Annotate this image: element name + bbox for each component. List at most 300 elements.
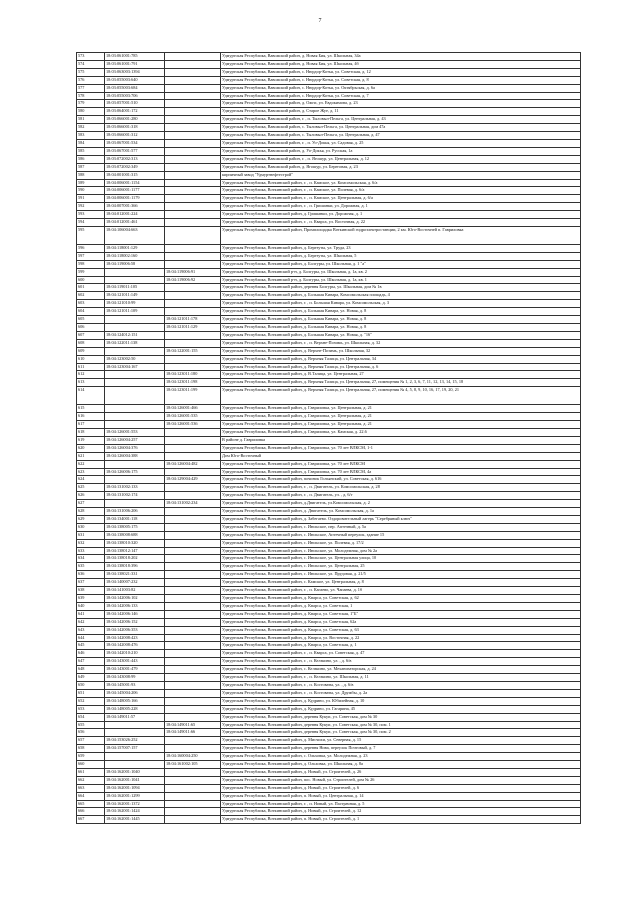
cadastral-number-cell: [105, 371, 165, 379]
address-cell: Удмуртская Республика, Воткинский район, д. Новый, ул. Строителей, д. 12: [221, 808, 581, 816]
sub-cadastral-number-cell: [165, 808, 221, 816]
address-cell: Удмуртская Республика, Воткинский р-н, д. Болгуры, ул. Школьная, д. 1а, кв. 1: [221, 276, 581, 284]
table-row: [77, 784, 581, 792]
address-cell: Удмуртская Республика, Воткинский район, д. Большая Кивара, ул. Новая, д. 8: [221, 308, 581, 316]
sub-cadastral-number-cell: [165, 571, 221, 579]
sub-cadastral-number-cell: [165, 595, 221, 603]
table-row: [77, 595, 581, 603]
address-cell: Удмуртская Республика, Вавожский район, г. , п. Тыловыл-Пельга, ул. Центральная, д. 43: [221, 116, 581, 124]
cadastral-number-cell: [105, 761, 165, 769]
sub-cadastral-number-cell: 18:04:119006:92: [165, 276, 221, 284]
address-cell: Удмуртская Республика, Воткинский район, г. , п. Новый, ул. Пастрачная, д. 5: [221, 800, 581, 808]
cadastral-number-cell: 18:03:066001:312: [105, 132, 165, 140]
cadastral-number-cell: [105, 387, 165, 405]
address-cell: Удмуртская Республика, Воткинский район, д. Гавриловка, ул. 70 лет ВЛКСМ: [221, 460, 581, 468]
table-row: [77, 60, 581, 68]
sub-cadastral-number-cell: [165, 53, 221, 61]
address-cell: Удмуртская Республика, Воткинский район, с. Июльское, Аптечный переулок, здание 15: [221, 531, 581, 539]
sub-cadastral-number-cell: [165, 618, 221, 626]
cadastral-number-cell: 18:04:106004:663: [105, 226, 165, 244]
table-row: [77, 689, 581, 697]
table-row: [77, 571, 581, 579]
sub-cadastral-number-cell: [165, 436, 221, 444]
cadastral-number-cell: 18:04:142006:353: [105, 626, 165, 634]
address-cell: Удмуртская Республика, Вавожский район, с. Тыловыл-Пельга, ул. Центральная, дом 47а: [221, 124, 581, 132]
sub-cadastral-number-cell: [165, 563, 221, 571]
row-number-cell: 610: [77, 355, 105, 363]
table-row: [77, 515, 581, 523]
row-number-cell: 666: [77, 808, 105, 816]
row-number-cell: 606: [77, 324, 105, 332]
address-cell: Удмуртская Республика, Воткинский район, д. Кварса, ул. Советская, д. 1: [221, 642, 581, 650]
table-row: [77, 284, 581, 292]
row-number-cell: 655: [77, 721, 105, 729]
sub-cadastral-number-cell: [165, 260, 221, 268]
row-number-cell: 603: [77, 300, 105, 308]
cadastral-number-cell: 18:04:126004:388: [105, 452, 165, 460]
cadastral-number-cell: 18:03:057001:510: [105, 100, 165, 108]
cadastral-number-cell: 18:03:066001:318: [105, 124, 165, 132]
address-cell: Удмуртская Республика, Воткинский район, г. , п. Камское, ул. Полевая, д. 6/а: [221, 187, 581, 195]
sub-cadastral-number-cell: 18:04:123011:180: [165, 371, 221, 379]
cadastral-number-cell: [105, 413, 165, 421]
sub-cadastral-number-cell: [165, 108, 221, 116]
sub-cadastral-number-cell: [165, 155, 221, 163]
sub-cadastral-number-cell: [165, 116, 221, 124]
table-row: [77, 300, 581, 308]
row-number-cell: 641: [77, 610, 105, 618]
sub-cadastral-number-cell: 18:04:126001:466: [165, 405, 221, 413]
sub-cadastral-number-cell: 18:04:123011:199: [165, 387, 221, 405]
table-row: [77, 523, 581, 531]
table-row: [77, 484, 581, 492]
address-cell: Удмуртская Республика, Воткинский район, г. , п. Камское, ул. Центральная, д. 6/а: [221, 195, 581, 203]
table-row: [77, 421, 581, 429]
cadastral-number-cell: 18:04:162001:1040: [105, 768, 165, 776]
sub-cadastral-number-cell: [165, 547, 221, 555]
cadastral-number-cell: 18:03:066001:280: [105, 116, 165, 124]
address-cell: Удмуртская Республика, Воткинский район, д. Большая Кивара, ул. Новая, д. "16": [221, 331, 581, 339]
cadastral-number-cell: 18:04:141003:82: [105, 587, 165, 595]
table-row: [77, 155, 581, 163]
table-row: [77, 316, 581, 324]
address-cell: Удмуртская Республика, Воткинский район, починок Гольянский, ул. Советская, д. 616: [221, 476, 581, 484]
cadastral-number-cell: 18:03:061001:785: [105, 53, 165, 61]
sub-cadastral-number-cell: [165, 339, 221, 347]
address-cell: Удмуртская Республика, Воткинский район, д. Березуты, ул. Труда, 23: [221, 244, 581, 252]
table-row: [77, 219, 581, 227]
sub-cadastral-number-cell: [165, 92, 221, 100]
table-row: [77, 405, 581, 413]
row-number-cell: 581: [77, 116, 105, 124]
sub-cadastral-number-cell: [165, 187, 221, 195]
address-cell: Удмуртская Республика, Воткинский район, д. Болгуры, ул. Школьная, д. 1 "а": [221, 260, 581, 268]
row-number-cell: 651: [77, 689, 105, 697]
sub-cadastral-number-cell: [165, 292, 221, 300]
cadastral-number-cell: [105, 316, 165, 324]
row-number-cell: 615: [77, 405, 105, 413]
cadastral-number-cell: 18:03:055003:706: [105, 92, 165, 100]
cadastral-number-cell: 18:04:143008:99: [105, 674, 165, 682]
sub-cadastral-number-cell: [165, 100, 221, 108]
table-row: [77, 737, 581, 745]
cadastral-number-cell: 18:04:121011:109: [105, 308, 165, 316]
address-cell: Удмуртская Республика, Воткинский район, д. Гришанки, ул. Дорожная, д. 1: [221, 211, 581, 219]
sub-cadastral-number-cell: [165, 610, 221, 618]
table-row: [77, 292, 581, 300]
row-number-cell: 629: [77, 515, 105, 523]
cadastral-number-cell: [105, 476, 165, 484]
cadastral-number-cell: 18:03:072002:349: [105, 163, 165, 171]
table-row: [77, 92, 581, 100]
sub-cadastral-number-cell: [165, 713, 221, 721]
row-number-cell: 591: [77, 195, 105, 203]
row-number-cell: 637: [77, 579, 105, 587]
table-row: [77, 171, 581, 179]
cadastral-number-cell: 18:04:124012:151: [105, 331, 165, 339]
row-number-cell: 617: [77, 421, 105, 429]
row-number-cell: 579: [77, 100, 105, 108]
address-cell: Удмуртская Республика, Воткинский район, г. , п. Кагаево, ул. Чапаева, д. 1б: [221, 587, 581, 595]
address-cell: Удмуртская Республика, Воткинский район, д. Ольховка, ул. Школьная, д. 8а: [221, 761, 581, 769]
address-cell: Удмуртская Республика, Воткинский район, п. Новый, ул. Строителей, д. 1: [221, 816, 581, 824]
row-number-cell: 585: [77, 147, 105, 155]
row-number-cell: 593: [77, 211, 105, 219]
sub-cadastral-number-cell: [165, 784, 221, 792]
table-row: [77, 187, 581, 195]
address-cell: Удмуртская Республика, Воткинский район, д. Гавриловка, ул. Камская, д. 22.6: [221, 428, 581, 436]
table-row: [77, 226, 581, 244]
row-number-cell: 608: [77, 339, 105, 347]
address-cell: Удмуртская Республика, Воткинский район, д. Гавриловка, ул. Центральная, д. 21: [221, 421, 581, 429]
table-row: [77, 371, 581, 379]
row-number-cell: 659: [77, 753, 105, 761]
cadastral-number-cell: [105, 753, 165, 761]
sub-cadastral-number-cell: [165, 531, 221, 539]
table-row: [77, 76, 581, 84]
sub-cadastral-number-cell: [165, 792, 221, 800]
table-row: [77, 500, 581, 508]
sub-cadastral-number-cell: [165, 697, 221, 705]
row-number-cell: 667: [77, 816, 105, 824]
cadastral-number-cell: 18:04:001001:315: [105, 171, 165, 179]
sub-cadastral-number-cell: [165, 211, 221, 219]
row-number-cell: 654: [77, 713, 105, 721]
cadastral-number-cell: 18:04:138005:175: [105, 523, 165, 531]
address-cell: Удмуртская Республика, Воткинский район, д. Верхняя Талица, ул. Центральная, 27, помещения № 1, 2, 3, 6, 7, 11, 12, 13, 14, 15, 18: [221, 379, 581, 387]
table-row: [77, 211, 581, 219]
sub-cadastral-number-cell: [165, 523, 221, 531]
table-row: [77, 413, 581, 421]
address-cell: Удмуртская Республика, Вавожский район, с. Тыловыл-Пельга, ул. Центральная, д. 47: [221, 132, 581, 140]
cadastral-number-cell: [105, 276, 165, 284]
address-cell: Удмуртская Республика, Воткинский район, с. Июльское, ул. Центральная улица, 10: [221, 555, 581, 563]
address-cell: Удмуртская Республика, Воткинский район, д. Гавриловка, ул. 70 лет ВЛКСМ, 1-1: [221, 444, 581, 452]
sub-cadastral-number-cell: [165, 602, 221, 610]
row-number-cell: 578: [77, 92, 105, 100]
row-number-cell: 664: [77, 792, 105, 800]
cadastral-number-cell: 18:04:162001:1424: [105, 808, 165, 816]
cadastral-number-cell: 18:04:122011:138: [105, 339, 165, 347]
row-number-cell: 627: [77, 500, 105, 508]
row-number-cell: 596: [77, 244, 105, 252]
row-number-cell: 607: [77, 331, 105, 339]
address-cell: Удмуртская Республика, Вавожский район, д. Ягошур, ул. Береговая, д. 23: [221, 163, 581, 171]
cadastral-number-cell: 18:04:012001:461: [105, 219, 165, 227]
sub-cadastral-number-cell: 18:04:160004:250: [165, 753, 221, 761]
address-cell: Удмуртская Республика, Вавожский район, с. Нюрдор-Котья, ул. Советская, д. 12: [221, 68, 581, 76]
row-number-cell: 588: [77, 171, 105, 179]
sub-cadastral-number-cell: [165, 300, 221, 308]
cadastral-number-cell: 18:04:162001:1299: [105, 792, 165, 800]
sub-cadastral-number-cell: [165, 147, 221, 155]
sub-cadastral-number-cell: 18:04:122001:155: [165, 347, 221, 355]
sub-cadastral-number-cell: [165, 515, 221, 523]
sub-cadastral-number-cell: [165, 252, 221, 260]
row-number-cell: 616: [77, 413, 105, 421]
row-number-cell: 642: [77, 618, 105, 626]
cadastral-number-cell: 18:04:138008:688: [105, 531, 165, 539]
row-number-cell: 648: [77, 666, 105, 674]
table-row: [77, 602, 581, 610]
cadastral-number-cell: 18:04:149011:57: [105, 713, 165, 721]
sub-cadastral-number-cell: [165, 666, 221, 674]
row-number-cell: 661: [77, 768, 105, 776]
cadastral-number-cell: 18:04:142010:210: [105, 650, 165, 658]
sub-cadastral-number-cell: [165, 539, 221, 547]
row-number-cell: 609: [77, 347, 105, 355]
table-row: [77, 339, 581, 347]
sub-cadastral-number-cell: 18:04:149011:65: [165, 721, 221, 729]
table-row: [77, 745, 581, 753]
cadastral-number-cell: 18:04:123004:167: [105, 363, 165, 371]
sub-cadastral-number-cell: [165, 705, 221, 713]
table-row: [77, 387, 581, 405]
address-cell: Удмуртская Республика, Воткинский район, д. Гавриловка, ул. Центральная, д. 21: [221, 405, 581, 413]
table-row: [77, 587, 581, 595]
table-row: [77, 642, 581, 650]
sub-cadastral-number-cell: [165, 331, 221, 339]
cadastral-number-cell: 18:04:162001:1445: [105, 816, 165, 824]
cadastral-number-cell: 18:04:138012:147: [105, 547, 165, 555]
cadastral-number-cell: 18:04:119011:105: [105, 284, 165, 292]
cadastral-number-cell: 18:04:007001:366: [105, 203, 165, 211]
table-row: [77, 531, 581, 539]
table-row: [77, 666, 581, 674]
cadastral-number-cell: 18:04:131006:206: [105, 508, 165, 516]
cadastral-number-cell: 18:04:006001:1179: [105, 195, 165, 203]
table-row: [77, 555, 581, 563]
sub-cadastral-number-cell: [165, 776, 221, 784]
cadastral-number-cell: [105, 729, 165, 737]
address-cell: Удмуртская Республика, Воткинский район, деревня Болгуры, ул. Школьная, дом № 1в: [221, 284, 581, 292]
row-number-cell: 582: [77, 124, 105, 132]
sub-cadastral-number-cell: [165, 642, 221, 650]
sub-cadastral-number-cell: 18:04:131002:234: [165, 500, 221, 508]
row-number-cell: 623: [77, 468, 105, 476]
cadastral-number-cell: [105, 721, 165, 729]
sub-cadastral-number-cell: [165, 681, 221, 689]
address-cell: Удмуртская Республика, Воткинский район, г. , п. Верхне-Позимь, ул. Школьная, д. 32: [221, 339, 581, 347]
cadastral-number-cell: 18:04:126006:175: [105, 468, 165, 476]
row-number-cell: 592: [77, 203, 105, 211]
row-number-cell: 652: [77, 697, 105, 705]
address-cell: Удмуртская Республика, Вавожский район, д. Старое Жуе, д. 11: [221, 108, 581, 116]
sub-cadastral-number-cell: [165, 626, 221, 634]
address-cell: Удмуртская Республика, Воткинский район, с. Июльское, пер. Аптечный, д. 5а: [221, 523, 581, 531]
row-number-cell: 595: [77, 226, 105, 244]
address-cell: Удмуртская Республика, Воткинский район, д. Кварса, ул. Советская, д. 63: [221, 626, 581, 634]
sub-cadastral-number-cell: 18:04:121011:129: [165, 324, 221, 332]
address-cell: Удмуртская Республика, Воткинский район, с. Июльское, ул. Прудовая, д. 21/5: [221, 571, 581, 579]
address-cell: Удмуртская Республика, Воткинский район, д. Гавриловка, ул. 70 лет ВЛКСМ, 4а: [221, 468, 581, 476]
address-cell: Удмуртская Республика, Воткинский район, д. Забегаево. Оздоровительный лагерь "Серебряный ключ": [221, 515, 581, 523]
cadastral-number-cell: 18:04:121010:99: [105, 300, 165, 308]
address-cell: Удмуртская Республика, Воткинский район, д. В.Талица, ул. Центральная, 27: [221, 371, 581, 379]
table-row: [77, 324, 581, 332]
cadastral-number-cell: 18:04:162001:1372: [105, 800, 165, 808]
row-number-cell: 583: [77, 132, 105, 140]
address-cell: Удмуртская Республика, Воткинский район, г. , п. Двигатель, ул. , д. 6/г: [221, 492, 581, 500]
row-number-cell: 631: [77, 531, 105, 539]
address-cell: Удмуртская Республика, Воткинский район, с. Июльское, ул. Полевая, д. 17/2: [221, 539, 581, 547]
table-row: [77, 452, 581, 460]
table-row: [77, 697, 581, 705]
sub-cadastral-number-cell: [165, 363, 221, 371]
row-number-cell: 644: [77, 634, 105, 642]
row-number-cell: 614: [77, 387, 105, 405]
cadastral-number-cell: 18:03:067001:534: [105, 139, 165, 147]
table-row: [77, 800, 581, 808]
sub-cadastral-number-cell: [165, 816, 221, 824]
table-row: [77, 776, 581, 784]
cadastral-number-cell: 18:04:162001:1041: [105, 776, 165, 784]
address-cell: Удмуртская Республика, Вавожский район, г. , п. Уо-Докья, ул. Садовая, д. 25: [221, 139, 581, 147]
row-number-cell: 580: [77, 108, 105, 116]
cadastral-number-cell: 18:04:142008:423: [105, 634, 165, 642]
address-cell: Удмуртская Республика, Воткинский район, д. Кудрино, ул. Гагарина, 45: [221, 705, 581, 713]
cadastral-number-cell: 18:04:138010:320: [105, 539, 165, 547]
table-row: [77, 331, 581, 339]
table-row: [77, 308, 581, 316]
cadastral-number-cell: 18:04:119006:58: [105, 260, 165, 268]
address-cell: Удмуртская Республика, Воткинский район, п. Новый, ул. Центральная, д. 14: [221, 792, 581, 800]
row-number-cell: 599: [77, 268, 105, 276]
table-row: [77, 816, 581, 824]
address-cell: Удмуртская Республика, Воткинский район, с. Камское, ул. Центральная, д. 8: [221, 579, 581, 587]
address-cell: Удмуртская Республика, Вавожский район, г. , п. Ягошур, ул. Центральная, д. 12: [221, 155, 581, 163]
sub-cadastral-number-cell: [165, 308, 221, 316]
address-cell: Удмуртская Республика, Воткинский район, д. Верхне-Позимь, ул. Школьная, 32: [221, 347, 581, 355]
row-number-cell: 636: [77, 571, 105, 579]
row-number-cell: 613: [77, 379, 105, 387]
sub-cadastral-number-cell: 18:04:126004:482: [165, 460, 221, 468]
row-number-cell: 577: [77, 84, 105, 92]
table-row: [77, 139, 581, 147]
table-row: [77, 355, 581, 363]
sub-cadastral-number-cell: [165, 139, 221, 147]
sub-cadastral-number-cell: [165, 737, 221, 745]
cadastral-number-cell: 18:04:138018:396: [105, 563, 165, 571]
cadastral-number-cell: 18:04:148005:228: [105, 705, 165, 713]
cadastral-number-cell: 18:04:140007:232: [105, 579, 165, 587]
table-row: [77, 681, 581, 689]
address-cell: Удмуртская Республика, Воткинский район, г. , п. Костоваты, ул. Дружбы, д. 2а: [221, 689, 581, 697]
row-number-cell: 657: [77, 737, 105, 745]
row-number-cell: 634: [77, 555, 105, 563]
address-cell: Удмуртская Республика, Воткинский район, с. Ольховка, ул. Молодежная, д. 23: [221, 753, 581, 761]
address-cell: Удмуртская Республика, Воткинский р-н, д. Болгуры, ул. Школьная, д. 1а, кв. 2: [221, 268, 581, 276]
cadastral-number-cell: 18:03:072002:313: [105, 155, 165, 163]
sub-cadastral-number-cell: [165, 444, 221, 452]
address-cell: Удмуртская Республика, Вавожский район, с. Нюрдор-Котья, ул. Советская, д. 8: [221, 76, 581, 84]
sub-cadastral-number-cell: [165, 244, 221, 252]
cadastral-number-cell: [105, 421, 165, 429]
table-row: [77, 444, 581, 452]
table-row: [77, 84, 581, 92]
table-row: [77, 460, 581, 468]
page-number: 7: [318, 18, 322, 24]
cadastral-number-cell: 18:04:142008:476: [105, 642, 165, 650]
table-row: [77, 634, 581, 642]
row-number-cell: 658: [77, 745, 105, 753]
address-cell: Удмуртская Республика, Воткинский район, г. , п. Кельчино, ул. Школьная, д. 11: [221, 674, 581, 682]
table-row: [77, 363, 581, 371]
address-cell: Удмуртская Республика, Воткинский район, Промплощадка Воткинской гидроэлектростанции, 2 км. Юго-Восточней п. Гавриловка: [221, 226, 581, 244]
address-cell: Удмуртская Республика, Вавожский район, д. Новая Бия, ул. Школьная, 4б: [221, 60, 581, 68]
sub-cadastral-number-cell: [165, 219, 221, 227]
cadastral-number-cell: 18:03:055003:640: [105, 76, 165, 84]
cadastral-number-cell: 18:04:157007:157: [105, 745, 165, 753]
address-cell: Удмуртская Республика, Вавожский район, с. Нюрдор-Котья, ул. Советская, д. 7: [221, 92, 581, 100]
cadastral-number-cell: 18:04:145001:93: [105, 681, 165, 689]
sub-cadastral-number-cell: [165, 84, 221, 92]
row-number-cell: 622: [77, 460, 105, 468]
sub-cadastral-number-cell: 18:04:129004:429: [165, 476, 221, 484]
sub-cadastral-number-cell: [165, 484, 221, 492]
table-row: [77, 626, 581, 634]
table-row: [77, 195, 581, 203]
sub-cadastral-number-cell: [165, 658, 221, 666]
table-row: [77, 468, 581, 476]
row-number-cell: 575: [77, 68, 105, 76]
table-row: [77, 579, 581, 587]
row-number-cell: 584: [77, 139, 105, 147]
cadastral-number-cell: 18:04:134001:118: [105, 515, 165, 523]
sub-cadastral-number-cell: [165, 689, 221, 697]
row-number-cell: 632: [77, 539, 105, 547]
address-cell: Удмуртская Республика, Воткинский район, г. , п. Костоваты, ул. , д. 6/в: [221, 681, 581, 689]
cadastral-number-cell: 18:04:153026:252: [105, 737, 165, 745]
cadastral-number-cell: 18:04:148005:166: [105, 697, 165, 705]
sub-cadastral-number-cell: [165, 203, 221, 211]
row-number-cell: 589: [77, 179, 105, 187]
row-number-cell: 653: [77, 705, 105, 713]
address-cell: Удмуртская Республика, Воткинский район, г. , п. Кварса, ул. Восточная, д. 22: [221, 219, 581, 227]
sub-cadastral-number-cell: [165, 587, 221, 595]
row-number-cell: 619: [77, 436, 105, 444]
sub-cadastral-number-cell: [165, 428, 221, 436]
cadastral-number-cell: [105, 405, 165, 413]
row-number-cell: 663: [77, 784, 105, 792]
row-number-cell: 604: [77, 308, 105, 316]
sub-cadastral-number-cell: [165, 650, 221, 658]
address-cell: Удмуртская Республика, Воткинский район, с. Июльское, ул. Центральная, 25: [221, 563, 581, 571]
address-cell: Удмуртская Республика, Воткинский район, с. Июльское, ул. Молодежная, дом № 2а: [221, 547, 581, 555]
address-cell: Удмуртская Республика, Воткинский район, деревня Кукуи, ул. Советская, дом № 30, пом. 1: [221, 721, 581, 729]
row-number-cell: 640: [77, 602, 105, 610]
address-cell: Удмуртская Республика, Воткинский район, д. Березуты, ул. Школьная, 5: [221, 252, 581, 260]
